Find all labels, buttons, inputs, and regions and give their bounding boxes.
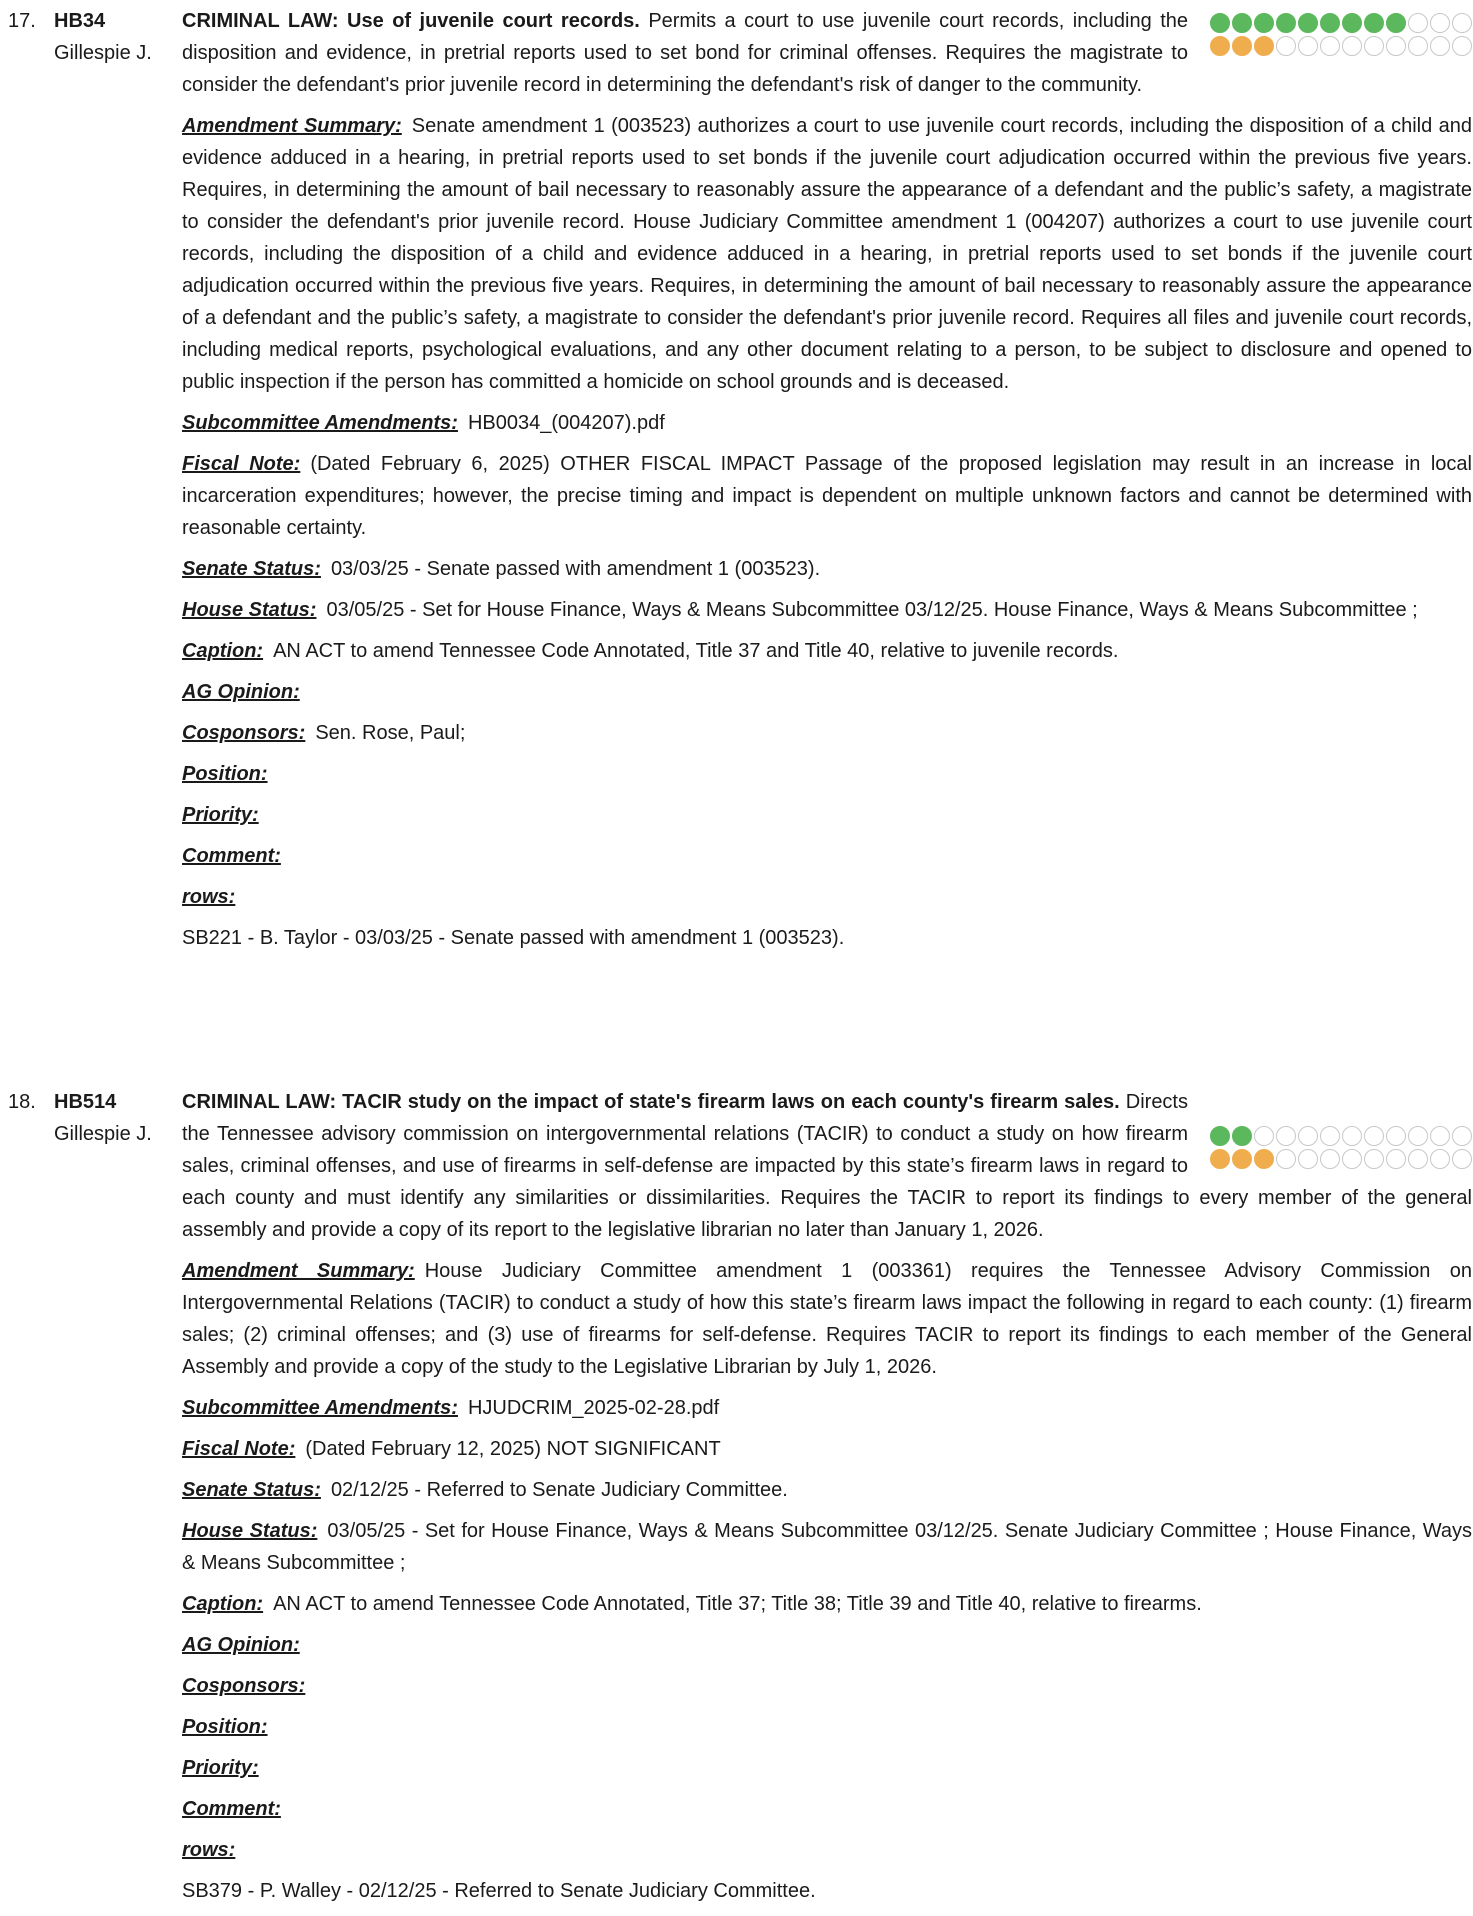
senate-status-label: Senate Status: [182, 558, 321, 580]
bill-description: Directs the Tennessee advisory commission on intergovernmental relations (TACIR) to conduct a study on how firearm sales, criminal offenses, and use of firearms in self-defense are impacted by this state’s firearm laws in regard to each county and must identify any similarities or dissimilarities. Requires the TACIR to report its findings to every member of the general assembly and provide a copy of its report to the legislative librarian no later than January 1, 2026. [182, 1091, 1472, 1241]
senate-progress-dots [1210, 1126, 1472, 1146]
progress-dot-empty [1342, 36, 1362, 56]
progress-dot-filled [1320, 13, 1340, 33]
progress-dot-empty [1452, 36, 1472, 56]
progress-dot-empty [1364, 36, 1384, 56]
caption-text: AN ACT to amend Tennessee Code Annotated, Title 37; Title 38; Title 39 and Title 40, relative to firearms. [273, 1593, 1202, 1615]
progress-dot-empty [1452, 1149, 1472, 1169]
caption-label: Caption: [182, 1593, 264, 1615]
comment [182, 1793, 1472, 1825]
position-label: Position: [182, 763, 268, 785]
progress-dot-filled [1254, 13, 1274, 33]
bill-content [182, 1086, 1472, 1916]
progress-dot-filled [1386, 13, 1406, 33]
progress-dot-empty [1430, 13, 1450, 33]
progress-dot-empty [1254, 1126, 1274, 1146]
fiscal-note [182, 448, 1472, 544]
progress-dot-empty [1364, 1126, 1384, 1146]
cosponsors-label: Cosponsors: [182, 1675, 306, 1697]
progress-dot-empty [1386, 1149, 1406, 1169]
progress-dot-empty [1430, 1149, 1450, 1169]
progress-dot-empty [1298, 36, 1318, 56]
progress-dot-empty [1408, 13, 1428, 33]
progress-dot-filled [1210, 1149, 1230, 1169]
progress-dot-empty [1320, 1126, 1340, 1146]
progress-dot-filled [1210, 1126, 1230, 1146]
progress-dot-empty [1342, 1126, 1362, 1146]
bill-id[interactable]: HB34 [54, 10, 106, 32]
progress-dot-empty [1298, 1149, 1318, 1169]
senate-status-text: 03/03/25 - Senate passed with amendment 1 (003523). [330, 558, 821, 580]
caption [182, 635, 1472, 667]
fiscal-note [182, 1433, 1472, 1465]
progress-dot-empty [1276, 36, 1296, 56]
progress-dot-empty [1430, 1126, 1450, 1146]
senate-status [182, 1474, 1472, 1506]
ag-opinion-label: AG Opinion: [182, 1634, 300, 1656]
senate-status-label: Senate Status: [182, 1479, 321, 1501]
fiscal-note-text: (Dated February 6, 2025) OTHER FISCAL IMPACT Passage of the proposed legislation may result in an increase in local incarceration expenditures; however, the precise timing and impact is dependent on multiple unknown factors and cannot be determined with reasonable certainty. [182, 453, 1473, 539]
progress-dot-empty [1408, 36, 1428, 56]
progress-dot-filled [1276, 13, 1296, 33]
progress-dot-filled [1364, 13, 1384, 33]
bill-description: Permits a court to use juvenile court records, including the disposition and evidence, in pretrial reports used to set bond for criminal offenses. Requires the magistrate to consider the defendant's prior juvenile record in determining the defendant's risk of danger to the community. [182, 10, 1188, 96]
progress-dot-filled [1232, 1149, 1252, 1169]
amendment-summary-label: Amendment Summary: [182, 115, 402, 137]
rows-text: SB221 - B. Taylor - 03/03/25 - Senate passed with amendment 1 (003523). [182, 927, 845, 949]
house-progress-dots [1210, 36, 1472, 56]
comment [182, 840, 1472, 872]
bill-content [182, 5, 1472, 963]
ag-opinion [182, 676, 1472, 708]
rows-label: rows: [182, 1839, 236, 1861]
amendment-summary-text: House Judiciary Committee amendment 1 (003361) requires the Tennessee Advisory Commission on Intergovernmental Relations (TACIR) to conduct a study of how this state’s firearm laws impact the following in regard to each county: (1) firearm sales; (2) criminal offenses; and (3) use of firearms for self-defense. Requires TACIR to report its findings to each member of the General Assembly and provide a copy of the study to the Legislative Librarian by July 1, 2026. [182, 1260, 1473, 1378]
progress-dot-empty [1320, 36, 1340, 56]
progress-dot-filled [1298, 13, 1318, 33]
progress-indicator [1210, 13, 1472, 59]
ag-opinion-label: AG Opinion: [182, 681, 300, 703]
comment-label: Comment: [182, 1798, 281, 1820]
progress-dot-filled [1342, 13, 1362, 33]
progress-dot-filled [1232, 13, 1252, 33]
caption [182, 1588, 1472, 1620]
amendment-summary [182, 1255, 1472, 1383]
cosponsors-label: Cosponsors: [182, 722, 306, 744]
progress-dot-filled [1232, 36, 1252, 56]
progress-dot-filled [1210, 13, 1230, 33]
progress-dot-empty [1452, 1126, 1472, 1146]
progress-dot-empty [1452, 13, 1472, 33]
rows-label-line [182, 881, 1472, 913]
house-status-label: House Status: [182, 599, 317, 621]
progress-dot-empty [1364, 1149, 1384, 1169]
bill-title: CRIMINAL LAW: TACIR study on the impact of state's firearm laws on each county's firearm sales. [182, 1091, 1120, 1113]
progress-dot-filled [1210, 36, 1230, 56]
bill-number: 17. [8, 10, 36, 32]
bill-sponsor: Gillespie J. [54, 1123, 152, 1145]
house-status-text: 03/05/25 - Set for House Finance, Ways & Means Subcommittee 03/12/25. House Finance, Ways & Means Subcommittee ; [326, 599, 1418, 621]
progress-dot-empty [1408, 1149, 1428, 1169]
cosponsors [182, 1670, 1472, 1702]
progress-dot-empty [1276, 1149, 1296, 1169]
bill-number: 18. [8, 1091, 36, 1113]
amendment-summary-text: Senate amendment 1 (003523) authorizes a court to use juvenile court records, including the disposition of a child and evidence adduced in a hearing, in pretrial reports used to set bonds if the juvenile court adjudication occurred within the previous five years. Requires, in determining the amount of bail necessary to reasonably assure the appearance of a defendant and the public’s safety, a magistrate to consider the defendant's prior juvenile record. House Judiciary Committee amendment 1 (004207) authorizes a court to use juvenile court records, including the disposition of a child and evidence adduced in a hearing, in pretrial reports used to set bonds if the juvenile court adjudication occurred within the previous five years. Requires, in determining the amount of bail necessary to reasonably assure the appearance of a defendant and the public’s safety, a magistrate to consider the defendant's prior juvenile record. Requires all files and juvenile court records, including medical reports, psychological evaluations, and any other document relating to a person, to be subject to disclosure and opened to public inspection if the person has committed a homicide on school grounds and is deceased. [182, 115, 1473, 393]
priority-label: Priority: [182, 804, 259, 826]
ag-opinion [182, 1629, 1472, 1661]
subcommittee-amendments-label: Subcommittee Amendments: [182, 412, 458, 434]
house-progress-dots [1210, 1149, 1472, 1169]
progress-dot-empty [1408, 1126, 1428, 1146]
progress-dot-empty [1430, 36, 1450, 56]
priority [182, 799, 1472, 831]
fiscal-note-label: Fiscal Note: [182, 1438, 296, 1460]
bill-title: CRIMINAL LAW: Use of juvenile court records. [182, 10, 640, 32]
position [182, 758, 1472, 790]
senate-status [182, 553, 1472, 585]
house-status-text: 03/05/25 - Set for House Finance, Ways & Means Subcommittee 03/12/25. Senate Judiciary Committee ; House Finance, Ways & Means Subcommittee ; [182, 1520, 1472, 1574]
amendment-summary [182, 110, 1472, 398]
house-status [182, 1515, 1472, 1579]
progress-dot-filled [1254, 1149, 1274, 1169]
bill-summary [182, 1086, 1472, 1246]
progress-dot-empty [1342, 1149, 1362, 1169]
subcommittee-amendments-link[interactable]: HJUDCRIM_2025-02-28.pdf [467, 1397, 720, 1419]
subcommittee-amendments [182, 1392, 1472, 1424]
house-status [182, 594, 1472, 626]
rows-label-line [182, 1834, 1472, 1866]
progress-dot-empty [1298, 1126, 1318, 1146]
progress-indicator [1210, 1126, 1472, 1172]
bill-sponsor: Gillespie J. [54, 42, 152, 64]
caption-label: Caption: [182, 640, 264, 662]
rows-label: rows: [182, 886, 236, 908]
rows-text: SB379 - P. Walley - 02/12/25 - Referred to Senate Judiciary Committee. [182, 1880, 816, 1902]
fiscal-note-text: (Dated February 12, 2025) NOT SIGNIFICANT [305, 1438, 721, 1460]
progress-dot-empty [1386, 36, 1406, 56]
amendment-summary-label: Amendment Summary: [182, 1260, 415, 1282]
cosponsors [182, 717, 1472, 749]
priority [182, 1752, 1472, 1784]
caption-text: AN ACT to amend Tennessee Code Annotated, Title 37 and Title 40, relative to juvenile records. [273, 640, 1119, 662]
senate-status-text: 02/12/25 - Referred to Senate Judiciary Committee. [330, 1479, 788, 1501]
subcommittee-amendments-link[interactable]: HB0034_(004207).pdf [467, 412, 665, 434]
progress-dot-empty [1276, 1126, 1296, 1146]
house-status-label: House Status: [182, 1520, 318, 1542]
bill-id[interactable]: HB514 [54, 1091, 117, 1113]
comment-label: Comment: [182, 845, 281, 867]
fiscal-note-label: Fiscal Note: [182, 453, 301, 475]
position [182, 1711, 1472, 1743]
subcommittee-amendments-label: Subcommittee Amendments: [182, 1397, 458, 1419]
progress-dot-filled [1254, 36, 1274, 56]
cosponsors-text: Sen. Rose, Paul; [315, 722, 466, 744]
progress-dot-empty [1386, 1126, 1406, 1146]
position-label: Position: [182, 1716, 268, 1738]
priority-label: Priority: [182, 1757, 259, 1779]
progress-dot-empty [1320, 1149, 1340, 1169]
subcommittee-amendments [182, 407, 1472, 439]
progress-dot-filled [1232, 1126, 1252, 1146]
senate-progress-dots [1210, 13, 1472, 33]
